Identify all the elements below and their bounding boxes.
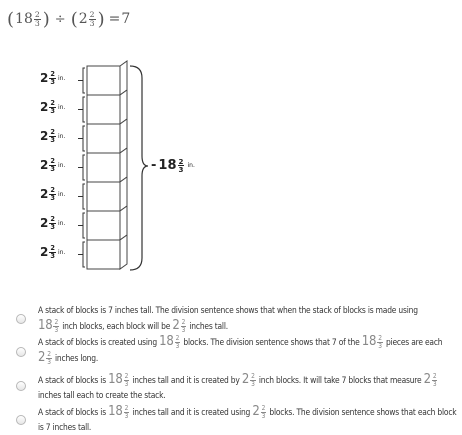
option-2-frac3-num: 2 <box>47 350 51 359</box>
block-label-denominator: 3 <box>50 222 55 231</box>
option-4-frac1-whole: 18 <box>108 404 123 419</box>
option-2-frac1-den: 3 <box>175 342 180 350</box>
block-label-numerator: 2 <box>50 128 55 136</box>
block-label-denominator: 3 <box>50 106 55 115</box>
option-4-frac2-num: 2 <box>261 404 266 413</box>
option-1-part2: inch blocks, each block will be <box>62 321 171 331</box>
option-3-text[interactable] <box>38 372 458 403</box>
option-3-radio[interactable] <box>16 381 26 391</box>
option-4-radio[interactable] <box>16 415 26 425</box>
option-1-frac2-whole: 2 <box>172 318 180 333</box>
block-label-whole: 2 <box>40 245 49 260</box>
option-2-frac1-whole: 18 <box>159 334 174 349</box>
block-side <box>120 61 127 95</box>
block <box>87 240 120 269</box>
total-brace <box>130 66 148 270</box>
block-label-unit: in. <box>57 132 66 140</box>
option-1-part3: inches tall. <box>189 321 228 331</box>
option-3-frac3-den: 3 <box>432 380 437 388</box>
label-bracket <box>83 155 85 180</box>
block-label-denominator: 3 <box>50 135 55 144</box>
label-ticks <box>78 68 85 267</box>
option-3-part4: inches tall each to create the stack. <box>38 390 166 400</box>
option-2-part1: A stack of blocks is created using <box>38 337 157 347</box>
option-1-frac1-num: 2 <box>54 318 59 327</box>
option-3-part2: inches tall and it is created by <box>132 375 240 385</box>
block-side <box>120 90 127 124</box>
block-label-fraction <box>49 100 56 114</box>
option-4-text[interactable] <box>38 404 458 435</box>
block-label-fraction <box>49 129 56 143</box>
block-label-denominator: 3 <box>50 193 55 202</box>
equation-result: 7 <box>121 11 131 27</box>
block-label-unit: in. <box>57 248 66 256</box>
option-2-text[interactable] <box>38 334 458 366</box>
block-label-fraction <box>49 245 56 259</box>
option-2-frac2-whole: 18 <box>361 334 377 349</box>
option-1-frac2-num: 2 <box>181 318 186 327</box>
option-2-part4: inches long. <box>55 353 99 363</box>
block <box>87 153 120 182</box>
label-bracket <box>83 184 85 209</box>
block-label-denominator: 3 <box>50 251 55 260</box>
option-3-frac1-whole: 18 <box>108 372 123 387</box>
option-2-frac3-den: 3 <box>47 358 51 366</box>
option-1-frac1-den: 3 <box>54 326 59 334</box>
block-height-label <box>40 187 65 201</box>
block-label-unit: in. <box>57 103 66 111</box>
block-label-unit: in. <box>57 74 66 82</box>
block-label-whole: 2 <box>40 71 49 86</box>
block-height-label <box>40 216 65 230</box>
block-height-label <box>40 100 65 114</box>
option-2-frac3-whole: 2 <box>38 350 46 365</box>
block-label-numerator: 2 <box>50 99 55 107</box>
label-bracket <box>83 242 85 267</box>
block-label-fraction <box>49 216 56 230</box>
block-label-unit: in. <box>57 190 66 198</box>
block <box>87 211 120 240</box>
option-3-frac1-num: 2 <box>124 372 129 381</box>
total-whole: 18 <box>158 158 177 174</box>
option-3-frac2-whole: 2 <box>241 372 250 387</box>
dividend-whole: 18 <box>15 11 33 27</box>
option-2-part3: pieces are each <box>386 337 443 347</box>
block <box>87 124 120 153</box>
option-1-frac1-whole: 18 <box>38 318 53 333</box>
block-label-whole: 2 <box>40 187 49 202</box>
dividend-denominator: 3 <box>34 18 40 28</box>
label-bracket <box>83 97 85 122</box>
total-dash: - <box>151 158 157 174</box>
block-label-whole: 2 <box>40 158 49 173</box>
block <box>87 95 120 124</box>
block-label-fraction <box>49 158 56 172</box>
option-4-part1: A stack of blocks is <box>38 407 106 417</box>
close-paren: ) <box>42 8 50 30</box>
option-4-part2: inches tall and it is created using <box>132 407 251 417</box>
option-3-frac1-den: 3 <box>124 380 129 388</box>
block-side <box>120 177 127 211</box>
option-3-frac3-whole: 2 <box>423 372 431 387</box>
option-2-frac2-num: 2 <box>378 334 382 343</box>
block-height-label <box>40 71 65 85</box>
block-label-denominator: 3 <box>50 77 55 86</box>
block-height-label <box>40 129 65 143</box>
block-side <box>120 148 127 182</box>
option-4-frac1-num: 2 <box>124 404 129 413</box>
option-4-frac2-den: 3 <box>261 412 266 420</box>
block-label-whole: 2 <box>40 129 49 144</box>
block-label-whole: 2 <box>40 216 49 231</box>
block <box>87 66 120 95</box>
option-1-text[interactable] <box>38 303 458 334</box>
label-bracket <box>83 126 85 151</box>
block-label-numerator: 2 <box>50 157 55 165</box>
option-2-frac1-num: 2 <box>175 334 180 343</box>
divisor-numerator: 2 <box>89 9 95 19</box>
divide-operator: ÷ <box>54 11 66 27</box>
option-4-part3: blocks. The division sentence shows that each block is 7 inches tall. <box>38 407 457 432</box>
total-height-label <box>151 158 195 173</box>
option-1-frac2-den: 3 <box>181 326 186 334</box>
block-height-label <box>40 158 65 172</box>
block-label-denominator: 3 <box>50 164 55 173</box>
block-label-unit: in. <box>57 161 66 169</box>
divisor-whole: 2 <box>78 11 88 27</box>
label-bracket <box>83 68 85 93</box>
equals-sign: = <box>108 11 121 27</box>
block-side <box>120 235 127 269</box>
block-label-numerator: 2 <box>50 70 55 78</box>
block <box>87 182 120 211</box>
option-2-part2: blocks. The division sentence shows that 7 of the <box>183 337 360 347</box>
block-height-label <box>40 245 65 259</box>
block-label-unit: in. <box>57 219 66 227</box>
divisor-denominator: 3 <box>89 18 95 28</box>
open-paren-2: ( <box>70 8 78 30</box>
option-3-frac2-den: 3 <box>251 380 255 388</box>
option-3-part3: inch blocks. It will take 7 blocks that measure <box>258 375 422 385</box>
option-1-part1: A stack of blocks is 7 inches tall. The division sentence shows that when the stack of blocks is made using <box>38 305 418 315</box>
option-1-radio[interactable] <box>16 314 26 324</box>
open-paren: ( <box>7 8 15 30</box>
label-bracket <box>83 213 85 238</box>
close-paren-2: ) <box>97 8 105 30</box>
total-fraction <box>178 158 185 173</box>
option-3-part1: A stack of blocks is <box>38 375 106 385</box>
option-2-frac2-den: 3 <box>378 342 382 350</box>
total-denominator: 3 <box>178 165 184 175</box>
dividend-numerator: 2 <box>34 9 40 19</box>
total-unit: in. <box>187 162 195 170</box>
option-4-frac2-whole: 2 <box>252 404 260 419</box>
option-3-frac3-num: 2 <box>432 372 437 381</box>
block-label-fraction <box>49 71 56 85</box>
option-3-frac2-num: 2 <box>251 372 255 381</box>
block-label-whole: 2 <box>40 100 49 115</box>
block-label-numerator: 2 <box>50 215 55 223</box>
block-side <box>120 206 127 240</box>
total-numerator: 2 <box>178 157 184 166</box>
block-label-numerator: 2 <box>50 244 55 252</box>
block-label-fraction <box>49 187 56 201</box>
option-2-radio[interactable] <box>16 347 26 357</box>
block-label-numerator: 2 <box>50 186 55 194</box>
option-4-frac1-den: 3 <box>124 412 129 420</box>
block-side <box>120 119 127 153</box>
blocks <box>87 61 127 269</box>
